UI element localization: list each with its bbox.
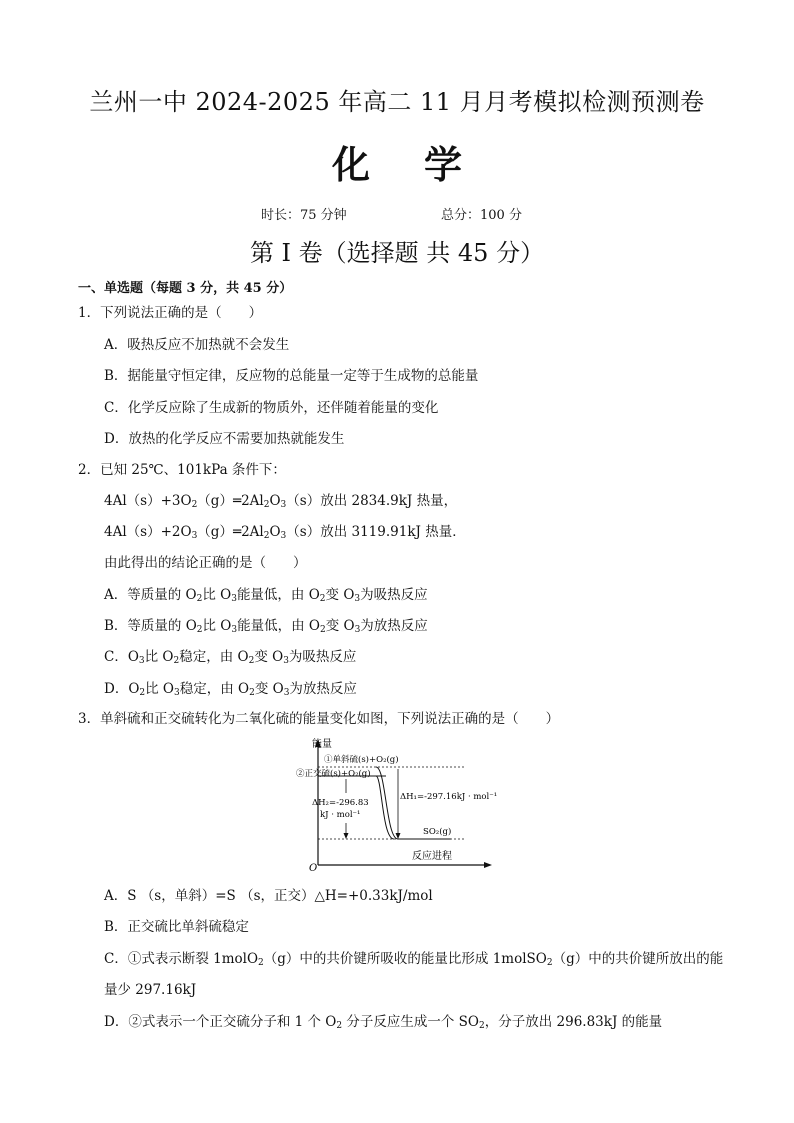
duration-label: 时长：75 分钟	[261, 208, 347, 223]
question-2-option-a: A．等质量的 $O_2$比 $O_3$能量低，由 $O_2$变 $O_3$为吸热反应	[104, 587, 428, 604]
question-1-stem: 1．下列说法正确的是（ ）	[78, 305, 263, 321]
dh2-arrowhead	[344, 833, 349, 839]
question-2-option-d: D．$O_2$比 $O_3$稳定，由 $O_2$变 $O_3$为放热反应	[104, 681, 357, 698]
question-3-option-c: C．①式表示断裂 1molO$_2$（g）中的共价键所吸收的能量比形成 1molSO$_2$（g）中的共价键所放出的能	[104, 951, 724, 968]
question-2-conclusion: 由此得出的结论正确的是（ ）	[104, 555, 307, 571]
question-3-stem: 3．单斜硫和正交硫转化为二氧化硫的能量变化如图，下列说法正确的是（ ）	[78, 711, 560, 727]
question-3-option-d: D．②式表示一个正交硫分子和 1 个 $O_2$ 分子反应生成一个 $SO_2$，分子放出 296.83kJ 的能量	[104, 1014, 663, 1031]
x-axis-label: 反应进程	[412, 851, 452, 862]
origin-label: O	[309, 863, 318, 874]
question-1-option-b: B．据能量守恒定律，反应物的总能量一定等于生成物的总能量	[104, 368, 479, 384]
section-title: 一、单选题（每题 3 分，共 45 分）	[78, 281, 293, 296]
level-1-label: ①单斜硫(s)+O₂(g)	[324, 755, 399, 765]
question-3-option-c-continued: 量少 297.16kJ	[104, 982, 197, 998]
dh2-label-line1: ΔH₂=-296.83	[312, 798, 369, 808]
exam-title: 兰州一中 2024-2025 年高二 11 月月考模拟检测预测卷	[89, 88, 705, 116]
dh1-label: ΔH₁=-297.16kJ · mol⁻¹	[400, 792, 498, 802]
product-label: SO₂(g)	[423, 827, 452, 837]
question-2-stem: 2．已知 25℃、101kPa 条件下：	[78, 462, 286, 478]
dh2-label-line2: kJ · mol⁻¹	[320, 810, 361, 820]
total-score-label: 总分：100 分	[441, 208, 522, 223]
subject-title: 化 学	[331, 143, 463, 187]
question-2-option-c: C．$O_3$比 $O_2$稳定，由 $O_2$变 $O_3$为吸热反应	[104, 649, 357, 666]
question-2-equation-1: $4Al(s)+3O_2(g)═2Al_2O_3(s)$放出 2834.9kJ 热量，	[104, 493, 458, 510]
question-3-option-a: A．S （s，单斜）=S （s，正交）△H=+0.33kJ/mol	[104, 888, 433, 904]
question-2-equation-2: $4Al(s)+2O_3(g)═2Al_2O_3(s)$放出 3119.91kJ 热量．	[104, 524, 466, 541]
energy-diagram	[296, 733, 498, 874]
level-2-label: ②正交硫(s)+O₂(g)	[296, 769, 371, 779]
question-1-option-d: D．放热的化学反应不需要加热就能发生	[104, 431, 345, 447]
question-1-option-c: C．化学反应除了生成新的物质外，还伴随着能量的变化	[104, 400, 439, 416]
y-axis-label: 能量	[312, 739, 332, 750]
question-3-option-b: B．正交硫比单斜硫稳定	[104, 919, 249, 935]
x-axis-arrow	[484, 862, 492, 868]
question-1-option-a: A．吸热反应不加热就不会发生	[104, 337, 290, 353]
question-2-option-b: B．等质量的 $O_2$比 $O_3$能量低，由 $O_2$变 $O_3$为放热反应	[104, 618, 428, 635]
volume-title: 第 I 卷（选择题 共 45 分）	[249, 239, 545, 267]
